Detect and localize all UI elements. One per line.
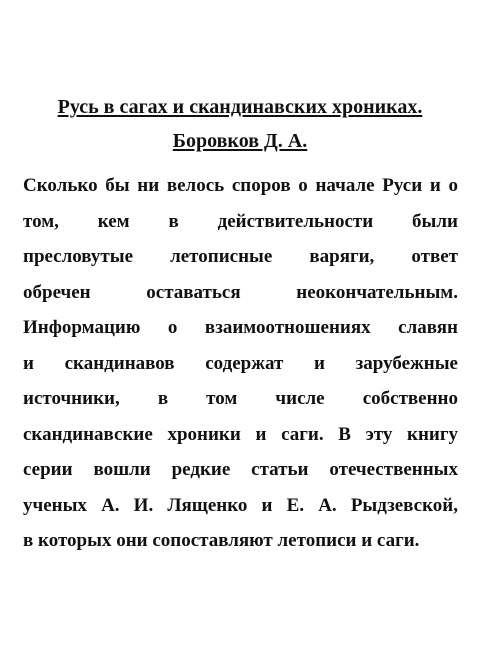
- document-body: [23, 168, 458, 559]
- body-line: том, кем в действительности были: [23, 210, 458, 232]
- body-line: Информацию о взаимоотношениях славян: [23, 317, 458, 338]
- document-title: Русь в сагах и скандинавских хрониках.: [57, 96, 423, 118]
- body-line: источники, в том числе собственно: [23, 388, 458, 409]
- body-line: пресловутые летописные варяги, ответ: [23, 246, 458, 267]
- body-line: в которых они сопоставляют летописи и саги.: [23, 530, 420, 551]
- document-author: Боровков Д. А.: [172, 130, 308, 152]
- body-line: обречен оставаться неокончательным.: [23, 281, 458, 303]
- body-line: серии вошли редкие статьи отечественных: [23, 459, 458, 480]
- body-line: и скандинавов содержат и зарубежные: [23, 352, 458, 374]
- body-line: ученых А. И. Лященко и Е. А. Рыдзевской,: [23, 494, 458, 516]
- body-line: скандинавские хроники и саги. В эту книгу: [23, 423, 458, 445]
- body-line: Сколько бы ни велось споров о начале Руси и о: [23, 175, 458, 196]
